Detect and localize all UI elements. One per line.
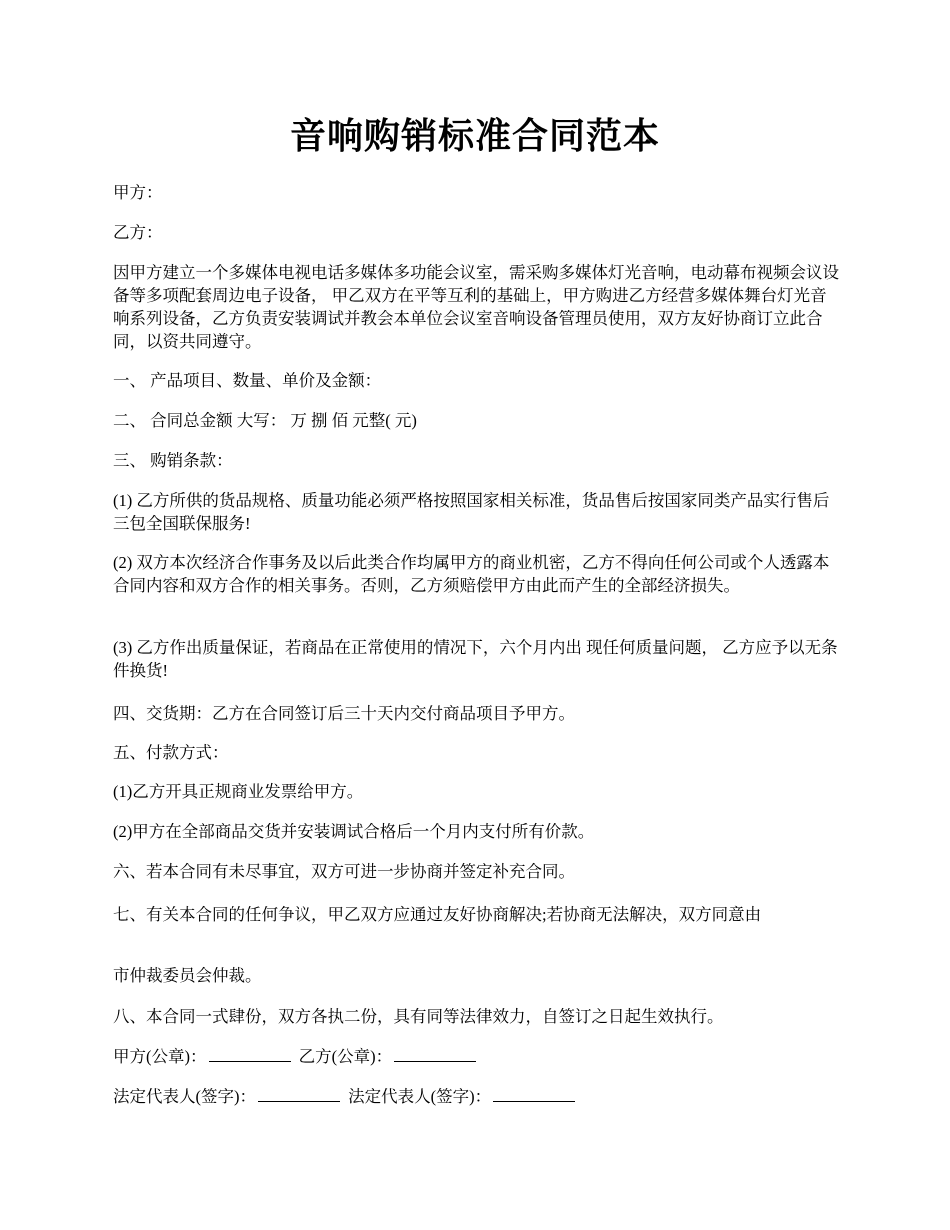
party-b-label: 乙方： (113, 223, 163, 242)
party-b-rep-blank (493, 1087, 575, 1102)
clause-1: (1) 乙方所供的货品规格、质量功能必须严格按照国家相关标准，货品售后按国家同类产品实行售后三包全国联保服务! (113, 491, 830, 533)
party-b-seal-label: 乙方(公章)： (298, 1047, 393, 1066)
party-a-rep-blank (258, 1087, 340, 1102)
section-6-heading: 六、若本合同有未尽事宜，双方可进一步协商并签定补充合同。 (113, 862, 575, 881)
party-a-seal-blank (209, 1047, 291, 1062)
party-b-rep-label: 法定代表人(签字)： (348, 1087, 492, 1106)
intro-paragraph: 因甲方建立一个多媒体电视电话多媒体多功能会议室，需采购多媒体灯光音响，电动幕布视频会议设备等多项配套周边电子设备， 甲乙双方在平等互利的基础上，甲方购进乙方经营多媒体舞台灯光音响系列设备，乙方负责安装调试并教会本单位会议室音响设备管理员使用，双方友好协商订立此合同，以资共同遵守。 (113, 263, 839, 351)
section-3-heading: 三、 购销条款： (113, 451, 233, 470)
payment-1: (1)乙方开具正规商业发票给甲方。 (113, 782, 364, 801)
party-a-label: 甲方： (113, 183, 163, 202)
party-b-seal-blank (394, 1047, 476, 1062)
section-8-heading: 八、本合同一式肆份，双方各执二份，具有同等法律效力，自签订之日起生效执行。 (113, 1007, 724, 1026)
section-4-heading: 四、交货期：乙方在合同签订后三十天内交付商品项目予甲方。 (113, 704, 575, 723)
section-2-heading: 二、 合同总金额 大写： 万 捌 佰 元整( 元) (113, 411, 417, 430)
section-1-heading: 一、 产品项目、数量、单价及金额： (113, 371, 382, 390)
clause-2: (2) 双方本次经济合作事务及以后此类合作均属甲方的商业机密，乙方不得向任何公司或个人透露本合同内容和双方合作的相关事务。否则，乙方须赔偿甲方由此而产生的全部经济损失。 (113, 553, 830, 595)
section-7-line-2: 市仲裁委员会仲裁。 (113, 966, 262, 985)
section-7-line-1: 七、有关本合同的任何争议，甲乙双方应通过友好协商解决;若协商无法解决，双方同意由 (113, 905, 762, 924)
seal-line (113, 1045, 843, 1068)
representative-line (113, 1085, 843, 1108)
section-5-heading: 五、付款方式： (113, 743, 229, 762)
party-a-seal-label: 甲方(公章)： (113, 1047, 207, 1066)
clause-3: (3) 乙方作出质量保证，若商品在正常使用的情况下，六个月内出 现任何质量问题， 乙方应予以无条件换货! (113, 638, 838, 680)
party-a-rep-label: 法定代表人(签字)： (113, 1087, 256, 1106)
payment-2: (2)甲方在全部商品交货并安装调试合格后一个月内支付所有价款。 (113, 822, 595, 841)
page-title: 音响购销标准合同范本 (289, 116, 660, 156)
